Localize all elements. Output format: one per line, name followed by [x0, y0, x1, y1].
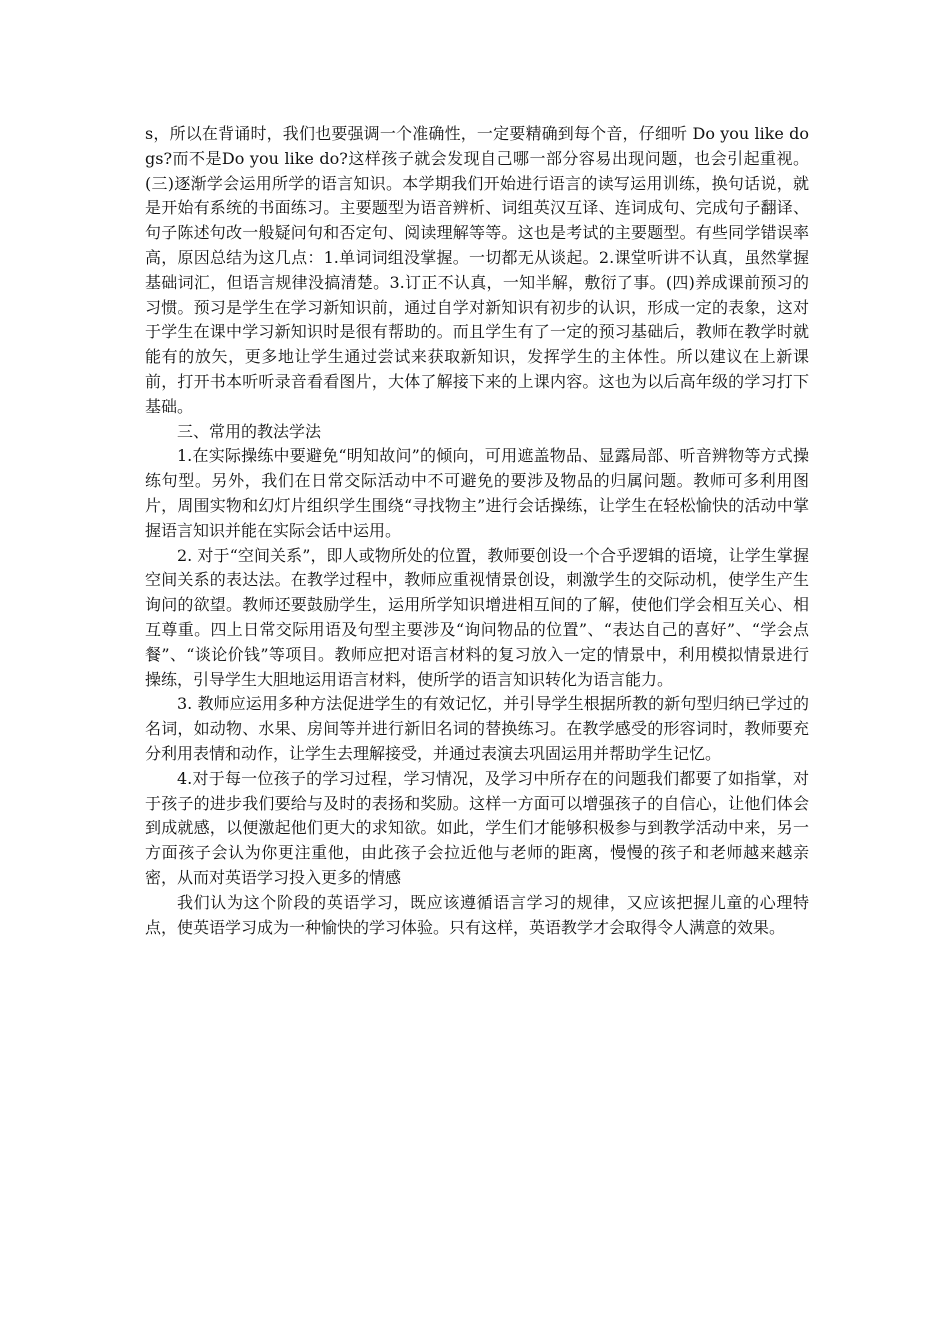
document-body [145, 122, 809, 940]
paragraph-method-3: 3. 教师应运用多种方法促进学生的有效记忆，并引导学生根据所教的新句型归纳已学过的名词，如动物、水果、房间等并进行新旧名词的替换练习。在教学感受的形容词时，教师要充分利用表情和动作，让学生去理解接受，并通过表演去巩固运用并帮助学生记忆。 [145, 694, 809, 763]
paragraph-method-1: 1.在实际操练中要避免“明知故问”的倾向，可用遮盖物品、显露局部、听音辨物等方式操练句型。另外，我们在日常交际活动中不可避免的要涉及物品的归属问题。教师可多利用图片，周围实物和幻灯片组织学生围绕“寻找物主”进行会话操练，让学生在轻松愉快的活动中掌握语言知识并能在实际会话中运用。 [145, 446, 809, 540]
paragraph-conclusion: 我们认为这个阶段的英语学习，既应该遵循语言学习的规律，又应该把握儿童的心理特点，使英语学习成为一种愉快的学习体验。只有这样，英语教学才会取得令人满意的效果。 [145, 892, 809, 937]
section-heading: 三、常用的教法学法 [177, 421, 322, 441]
paragraph-continuation: s，所以在背诵时，我们也要强调一个准确性，一定要精确到每个音，仔细听 Do you like dogs?而不是Do you like do?这样孩子就会发现自己哪一部分容易出现问题，也会引起重视。(三)逐渐学会运用所学的语言知识。本学期我们开始进行语言的读写运用训练，换句话说，就是开始有系统的书面练习。主要题型为语音辨析、词组英汉互译、连词成句、完成句子翻译、句子陈述句改一般疑问句和否定句、阅读理解等等。这也是考试的主要题型。有些同学错误率高，原因总结为这几点：1.单词词组没掌握。一切都无从谈起。2.课堂听讲不认真，虽然掌握基础词汇，但语言规律没搞清楚。3.订正不认真，一知半解，敷衍了事。(四)养成课前预习的习惯。预习是学生在学习新知识前，通过自学对新知识有初步的认识，形成一定的表象，这对于学生在课中学习新知识时是很有帮助的。而且学生有了一定的预习基础后，教师在教学时就能有的放矢，更多地让学生通过尝试来获取新知识，发挥学生的主体性。所以建议在上新课前，打开书本听听录音看看图片，大体了解接下来的上课内容。这也为以后高年级的学习打下基础。 [145, 124, 809, 416]
paragraph-method-2: 2. 对于“空间关系”，即人或物所处的位置，教师要创设一个合乎逻辑的语境，让学生掌握空间关系的表达法。在教学过程中，教师应重视情景创设，刺激学生的交际动机，使学生产生询问的欲望。教师还要鼓励学生，运用所学知识增进相互间的了解，使他们学会相互关心、相互尊重。四上日常交际用语及句型主要涉及“询问物品的位置”、“表达自己的喜好”、“学会点餐”、“谈论价钱”等项目。教师应把对语言材料的复习放入一定的情景中，利用模拟情景进行操练，引导学生大胆地运用语言材料，使所学的语言知识转化为语言能力。 [145, 545, 809, 689]
paragraph-method-4: 4.对于每一位孩子的学习过程，学习情况，及学习中所存在的问题我们都要了如指掌，对于孩子的进步我们要给与及时的表扬和奖励。这样一方面可以增强孩子的自信心，让他们体会到成就感，以便激起他们更大的求知欲。如此，学生们才能够积极参与到教学活动中来，另一方面孩子会认为你更注重他，由此孩子会拉近他与老师的距离，慢慢的孩子和老师越来越亲密，从而对英语学习投入更多的情感 [145, 768, 809, 887]
